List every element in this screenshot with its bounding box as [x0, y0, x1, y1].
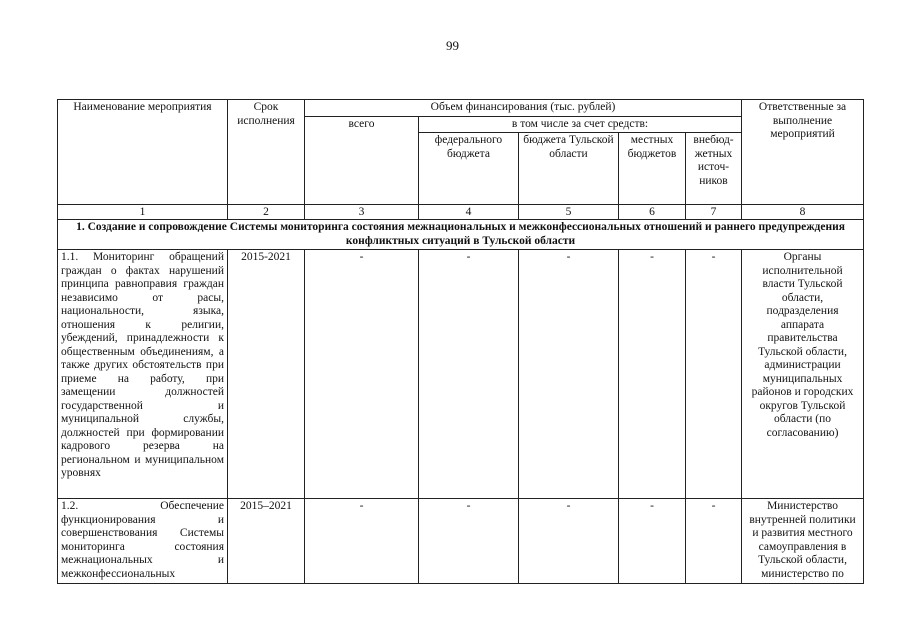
funding-total: -	[305, 499, 419, 584]
funding-local: -	[619, 250, 686, 499]
column-number: 4	[419, 205, 519, 220]
header-responsible: Ответственные за выполнение мероприятий	[742, 100, 864, 205]
column-number: 8	[742, 205, 864, 220]
header-federal: федерального бюджета	[419, 133, 519, 205]
responsible: Министерство внутренней политики и развития местного самоуправления в Тульской области, министерство по	[742, 499, 864, 584]
activity-term: 2015-2021	[228, 250, 305, 499]
header-including: в том числе за счет средств:	[419, 116, 742, 133]
header-funding: Объем финансирования (тыс. рублей)	[305, 100, 742, 117]
header-row	[58, 100, 864, 117]
responsible: Органы исполнительной власти Тульской области, подразделения аппарата правительства Тульской области, администрации муниципальных районов и городских округов Тульской области (по согласованию)	[742, 250, 864, 499]
activity-term: 2015–2021	[228, 499, 305, 584]
header-local: местных бюджетов	[619, 133, 686, 205]
table-row	[58, 499, 864, 584]
funding-extra: -	[686, 499, 742, 584]
header-total: всего	[305, 116, 419, 205]
column-number: 6	[619, 205, 686, 220]
funding-federal: -	[419, 250, 519, 499]
column-number: 5	[519, 205, 619, 220]
column-number-row	[58, 205, 864, 220]
funding-table	[57, 99, 864, 584]
column-number: 7	[686, 205, 742, 220]
funding-regional: -	[519, 499, 619, 584]
section-row	[58, 220, 864, 250]
table-row	[58, 250, 864, 499]
column-number: 1	[58, 205, 228, 220]
section-title: 1. Создание и сопровождение Системы мониторинга состояния межнациональных и межконфессиональных отношений и раннего предупреждения конфликтных ситуаций в Тульской области	[58, 220, 864, 250]
page-number: 99	[446, 38, 459, 53]
column-number: 2	[228, 205, 305, 220]
header-regional: бюджета Тульской области	[519, 133, 619, 205]
funding-federal: -	[419, 499, 519, 584]
column-number: 3	[305, 205, 419, 220]
funding-extra: -	[686, 250, 742, 499]
activity-name: 1.2. Обеспечение функционирования и совершенствования Системы мониторинга состояния межнациональных и межконфессиональных	[58, 499, 228, 584]
activity-name: 1.1. Мониторинг обращений граждан о фактах нарушений принципа равноправия граждан независимо от расы, национальности, языка, отношения к религии, убеждений, принадлежности к общественным объединениям, а также других обстоятельств при приеме на работу, при замещении должностей государственной и муниципальной службы, должностей при формировании кадрового резерва на региональном и муниципальном уровнях	[58, 250, 228, 499]
header-name: Наименование мероприятия	[58, 100, 228, 205]
header-term: Срок исполнения	[228, 100, 305, 205]
header-extra: внебюд-жетных источ-ников	[686, 133, 742, 205]
funding-total: -	[305, 250, 419, 499]
funding-local: -	[619, 499, 686, 584]
funding-regional: -	[519, 250, 619, 499]
